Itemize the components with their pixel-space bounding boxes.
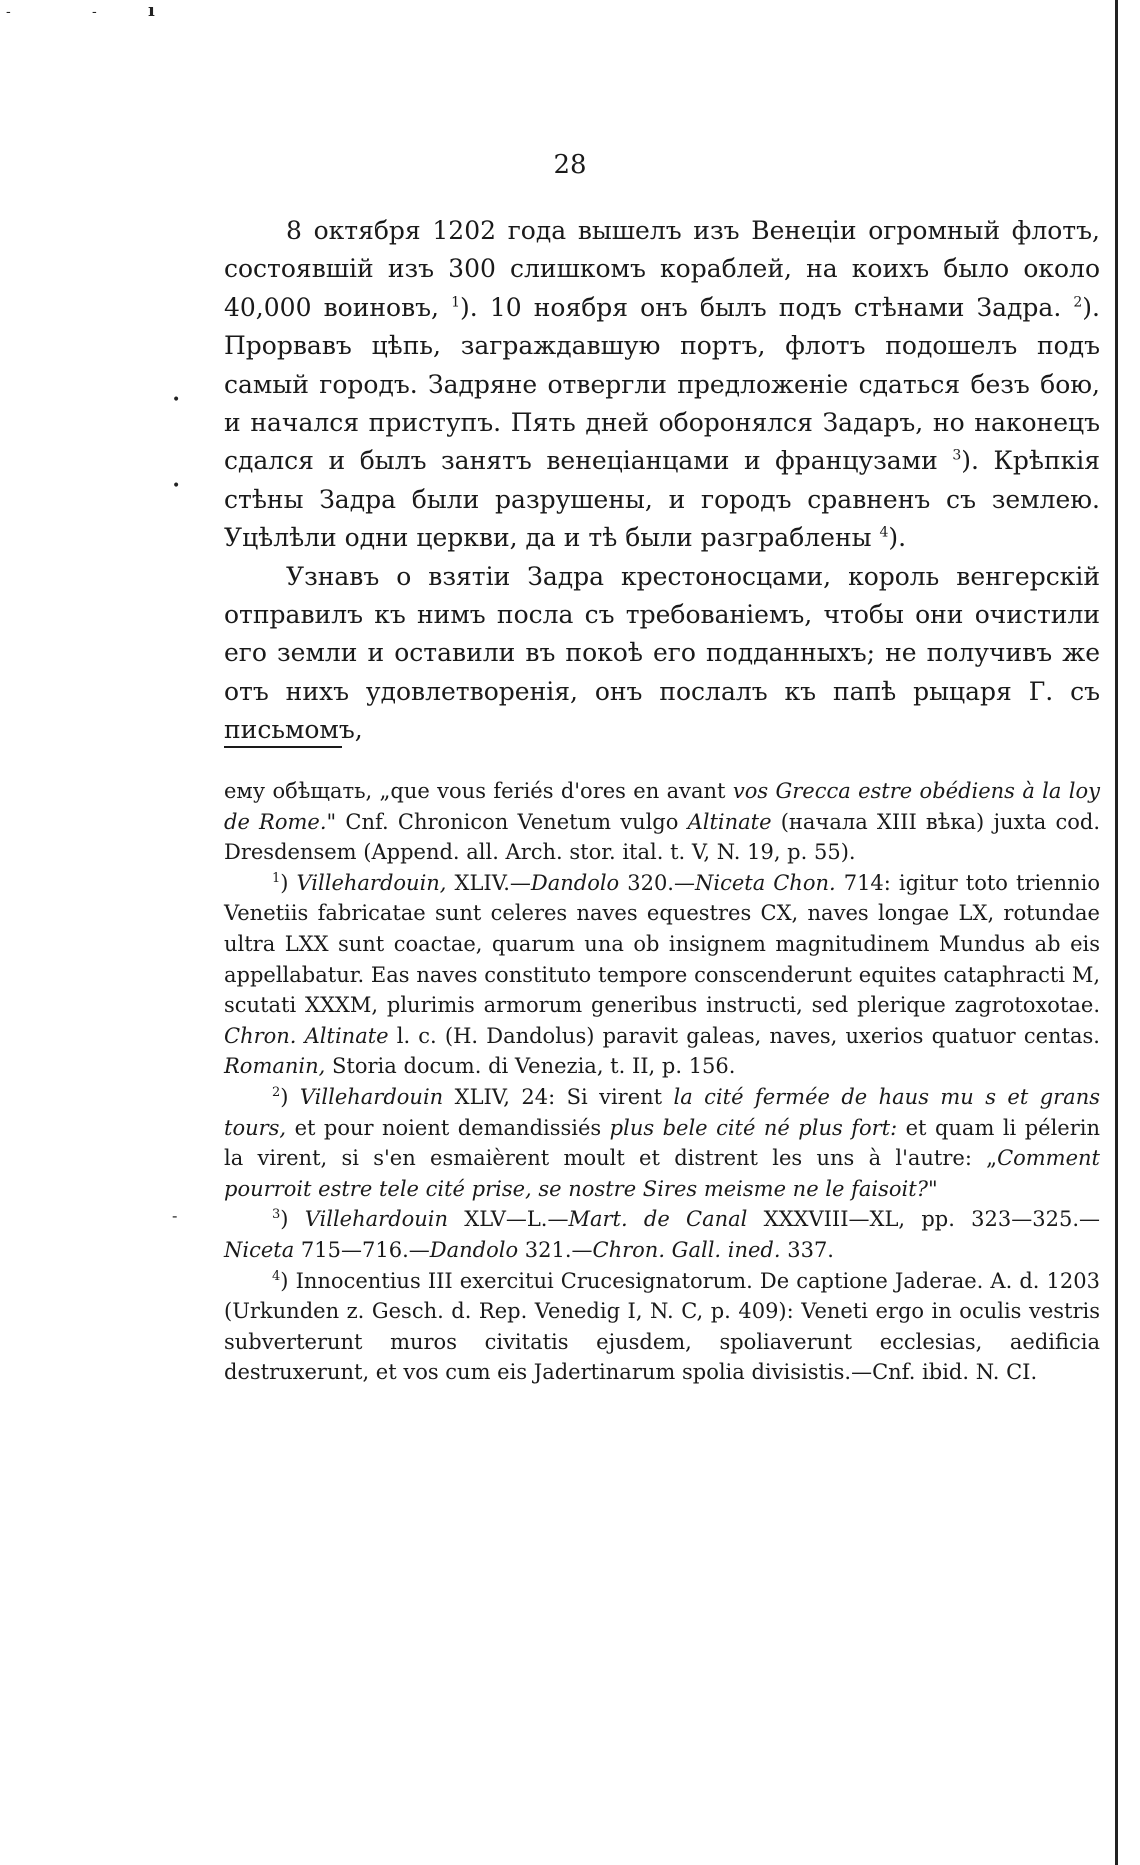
text-run: ). 10 ноября онъ былъ подъ стѣнами Задра. [460, 292, 1074, 322]
footnotes [224, 776, 1100, 1388]
footnote-ref: 4 [879, 524, 889, 541]
italic-run: Altinate [687, 809, 772, 834]
main-text [224, 212, 1100, 750]
italic-run: Niceta [224, 1237, 295, 1262]
text-run: ). [888, 523, 907, 553]
text-run: Storia docum. di Venezia, t. II, p. 156. [325, 1054, 736, 1079]
text-run: 8 октября 1202 года вышелъ изъ Венеціи огромный флотъ, состоявшій изъ 300 слишкомъ кораблей, на коихъ было около 40,000 воиновъ, [224, 216, 1100, 322]
scan-mark-tick: ı [148, 0, 155, 21]
paragraph [224, 212, 1100, 558]
italic-run: Mart. de Canal [568, 1207, 748, 1232]
italic-run: Chron. Gall. ined. [592, 1237, 781, 1262]
text-run: ). Прорвавъ цѣпь, заграждавшую портъ, флотъ подошелъ подъ самый городъ. Задряне отвергли предложеніе сдаться безъ бою, и начался приступъ. Пять дней оборонялся Задаръ, но наконецъ сдался и былъ занятъ венеціанцами и французами [224, 292, 1100, 476]
italic-run: Dandolo [429, 1237, 519, 1262]
text-run: " [927, 1176, 938, 1201]
text-run: 714: igitur toto triennio Venetiis fabricatae sunt celeres naves equestres CX, naves longae LX, rotundae ultra LXX sunt coactae, quarum una ob insignem magnitudinem Mundus ab eis appellabatur. Eas naves constituto tempore conscenderunt equites cataphracti M, scutati XXXM, plurimis armorum generibus instructi, sed plerique zagrotoxotae. [224, 870, 1100, 1018]
text-run: XLIV.— [446, 870, 531, 895]
italic-run: Chron. Altinate [224, 1023, 389, 1048]
text-run: XLV—L.— [448, 1207, 569, 1232]
italic-run: la cité fermée de haus mu s et grans tours, [224, 1084, 1100, 1140]
text-run: et pour noient demandissiés [286, 1115, 610, 1140]
footnote-ref: 2 [1073, 294, 1083, 311]
scan-mark-dash: - [92, 4, 97, 20]
italic-run: Villehardouin [304, 1207, 449, 1232]
italic-run: Villehardouin [299, 1084, 444, 1109]
footnote-2: $^2$) Villehardouin XLIV, 24: Si virent la cité fermée de haus mu s et grans tours, et pour noient demandissiés plus bele cité né plus fort: et quam li pélerin la virent, si s'en esmaièrent moult et distrent les uns à l'autre: „Comment pourroit estre tele cité prise, se nostre Sires meisme ne le faisoit?" [224, 1084, 1101, 1201]
text-run: 337. [780, 1237, 834, 1262]
scan-mark-dot: • [172, 478, 181, 494]
footnote-marker: 2 [272, 1084, 281, 1100]
italic-run: vos Grecca estre obédiens à la loy de Rome. [224, 779, 1100, 834]
scan-mark-dash: - [172, 1206, 178, 1225]
text-run: XLIV, 24: Si virent [443, 1084, 674, 1109]
footnote-4: $^4$) Innocentius III exercitui Crucesignatorum. De captione Jaderae. A. d. 1203 (Urkunden z. Gesch. d. Rep. Venedig I, N. C, p. 409): Veneti ergo in oculis vestris subverterunt muros civitatis ejusdem, spoliaverunt ecclesias, aedificia destruxerunt, et vos cum eis Jadertinarum spolia divisistis.—Cnf. ibid. N. CI. [224, 1268, 1100, 1385]
footnote-marker: 1 [272, 870, 281, 886]
italic-run: Niceta Chon. [694, 870, 836, 895]
text-run: 715—716.— [294, 1237, 430, 1262]
italic-run: plus bele cité né plus fort: [609, 1115, 898, 1140]
scan-mark-dash: - [6, 4, 11, 20]
text-run: Innocentius III exercitui Crucesignatorum. De captione Jaderae. A. d. 1203 (Urkunden z. Gesch. d. Rep. Venedig I, N. C, p. 409): Veneti ergo in oculis vestris subverterunt muros civitatis ejusdem, spoliaverunt ecclesias, aedificia destruxerunt, et vos cum eis Jadertinarum spolia divisistis.—Cnf. ibid. N. CI. [224, 1268, 1100, 1385]
footnote-divider [224, 746, 342, 748]
text-run: 321.— [518, 1237, 593, 1262]
text-run: l. c. (H. Dandolus) paravit galeas, naves, uxerios quatuor centas. [388, 1023, 1100, 1048]
footnote-ref: 1 [451, 294, 461, 311]
footnote-marker: 3 [272, 1207, 281, 1223]
paragraph: Узнавъ о взятіи Задра крестоносцами, король венгерскій отправилъ къ нимъ посла съ требованіемъ, чтобы они очистили его земли и оставили въ покоѣ его подданныхъ; не получивъ же отъ нихъ удовлетворенія, онъ послалъ къ папѣ рыцаря Г. съ письмомъ, [224, 561, 1100, 745]
text-run: 320.— [619, 870, 695, 895]
scan-mark-dot: • [172, 392, 181, 408]
page-number: 28 [553, 150, 587, 180]
footnote-ref: 3 [952, 448, 962, 465]
text-run: (начала XIII вѣка) juxta cod. Dresdensem (Append. all. Arch. stor. ital. t. V, N. 19, p. 55). [224, 809, 1100, 865]
text-run: XXXVIII—XL, pp. 323—325.— [747, 1207, 1100, 1232]
page-edge-line [1115, 0, 1118, 1865]
footnote-marker: 4 [272, 1268, 281, 1284]
text-run: et quam li pélerin la virent, si s'en esmaièrent moult et distrent les uns à l'autre: „ [224, 1115, 1101, 1171]
italic-run: Dandolo [530, 870, 620, 895]
footnote-1: $^1$) Villehardouin, XLIV.—Dandolo 320.—Niceta Chon. 714: igitur toto triennio Venetiis fabricatae sunt celeres naves equestres CX, naves longae LX, rotundae ultra LXX sunt coactae, quarum una ob insignem magnitudinem Mundus ab eis appellabatur. Eas naves constituto tempore conscenderunt equites cataphracti M, scutati XXXM, plurimis armorum generibus instructi, sed plerique zagrotoxotae. Chron. Altinate l. c. (H. Dandolus) paravit galeas, naves, uxerios quatuor centas. Romanin, Storia docum. di Venezia, t. II, p. 156. [224, 870, 1100, 1079]
text-run: " Cnf. Chronicon Venetum vulgo [326, 809, 688, 834]
text-run: ему обѣщать, „que vous feriés d'ores en avant [224, 779, 733, 803]
italic-run: Villehardouin, [296, 870, 447, 895]
footnote-continuation [224, 776, 1100, 868]
footnote-3: $^3$) Villehardouin XLV—L.—Mart. de Canal XXXVIII—XL, pp. 323—325.—Niceta 715—716.—Dandolo 321.—Chron. Gall. ined. 337. [224, 1207, 1100, 1262]
text-run: ). Крѣпкія стѣны Задра были разрушены, и городъ сравненъ съ землею. Уцѣлѣли одни церкви, да и тѣ были разграблены [224, 446, 1100, 553]
italic-run: Romanin, [224, 1054, 326, 1079]
italic-run: Comment pourroit estre tele cité prise, se nostre Sires meisme ne le faisoit? [224, 1146, 1100, 1201]
